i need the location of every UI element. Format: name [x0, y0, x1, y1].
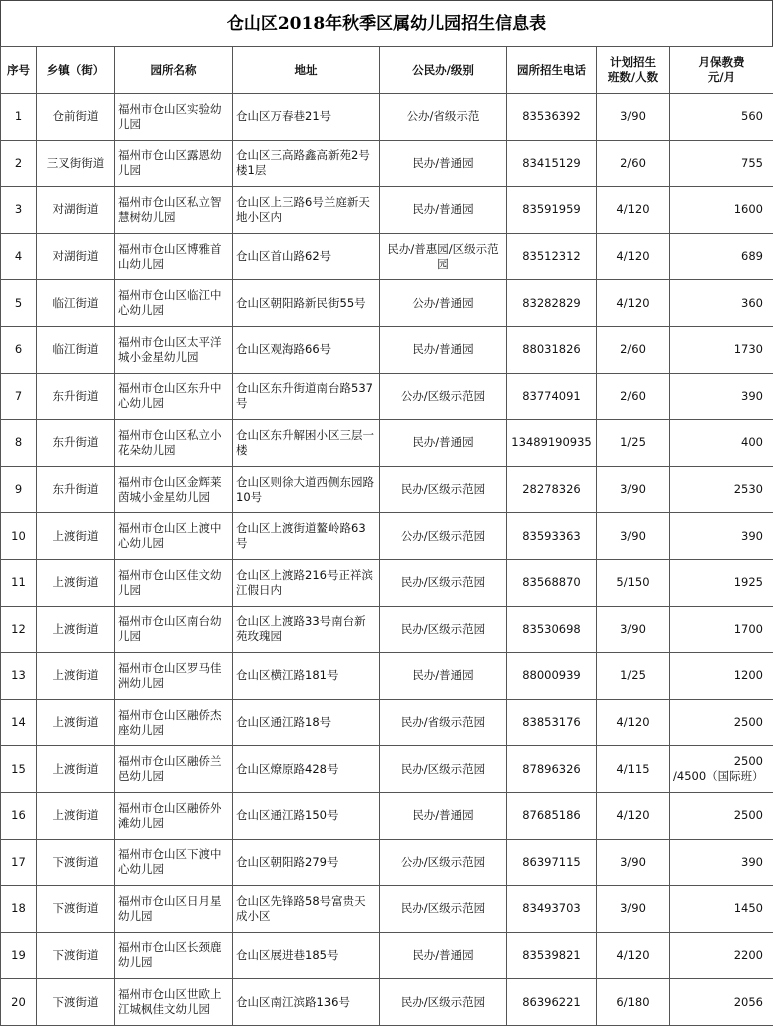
cell-phone: 83568870: [507, 559, 597, 606]
cell-name: 福州市仓山区太平洋城小金星幼儿园: [115, 326, 233, 373]
cell-phone: 83591959: [507, 187, 597, 234]
table-row: [1, 280, 773, 327]
cell-fee: 2500: [670, 699, 773, 746]
cell-type: 公办/普通园: [380, 280, 507, 327]
cell-phone: 88000939: [507, 653, 597, 700]
cell-no: 19: [1, 932, 37, 979]
table-row: [1, 326, 773, 373]
cell-plan: 2/60: [597, 373, 670, 420]
header-plan-line2: 班数/人数: [600, 70, 666, 85]
cell-fee: 1450: [670, 886, 773, 933]
table-row: [1, 699, 773, 746]
table-row: [1, 233, 773, 280]
cell-fee: 2200: [670, 932, 773, 979]
cell-phone: 86396221: [507, 979, 597, 1026]
table-row: [1, 94, 773, 141]
cell-fee: 390: [670, 373, 773, 420]
cell-type: 民办/区级示范园: [380, 746, 507, 793]
cell-no: 9: [1, 466, 37, 513]
cell-plan: 4/120: [597, 280, 670, 327]
cell-type: 民办/区级示范园: [380, 606, 507, 653]
cell-phone: 83530698: [507, 606, 597, 653]
cell-address: 仓山区上三路6号兰庭新天地小区内: [233, 187, 380, 234]
cell-address: 仓山区展进巷185号: [233, 932, 380, 979]
cell-no: 2: [1, 140, 37, 187]
table-row: [1, 513, 773, 560]
header-name: 园所名称: [115, 47, 233, 94]
cell-fee: 390: [670, 839, 773, 886]
cell-plan: 6/180: [597, 979, 670, 1026]
cell-type: 公办/区级示范园: [380, 839, 507, 886]
cell-street: 临江街道: [37, 326, 115, 373]
cell-phone: 83536392: [507, 94, 597, 141]
cell-fee: 1925: [670, 559, 773, 606]
cell-address: 仓山区东升解困小区三层一楼: [233, 420, 380, 467]
cell-no: 3: [1, 187, 37, 234]
cell-name: 福州市仓山区长颈鹿幼儿园: [115, 932, 233, 979]
cell-phone: 83593363: [507, 513, 597, 560]
cell-name: 福州市仓山区私立智慧树幼儿园: [115, 187, 233, 234]
header-no: 序号: [1, 47, 37, 94]
cell-fee: 360: [670, 280, 773, 327]
cell-street: 上渡街道: [37, 559, 115, 606]
header-fee-line2: 元/月: [673, 70, 770, 85]
cell-no: 1: [1, 94, 37, 141]
cell-street: 东升街道: [37, 420, 115, 467]
cell-phone: 87896326: [507, 746, 597, 793]
cell-name: 福州市仓山区下渡中心幼儿园: [115, 839, 233, 886]
cell-plan: 3/90: [597, 886, 670, 933]
cell-type: 民办/普惠园/区级示范园: [380, 233, 507, 280]
cell-plan: 3/90: [597, 94, 670, 141]
table-row: [1, 932, 773, 979]
cell-no: 16: [1, 792, 37, 839]
cell-fee: [670, 746, 773, 793]
table-row: [1, 466, 773, 513]
cell-street: 下渡街道: [37, 979, 115, 1026]
cell-plan: 1/25: [597, 420, 670, 467]
cell-street: 临江街道: [37, 280, 115, 327]
cell-plan: 3/90: [597, 466, 670, 513]
table-row: [1, 559, 773, 606]
cell-plan: 4/120: [597, 233, 670, 280]
cell-phone: 83493703: [507, 886, 597, 933]
cell-no: 11: [1, 559, 37, 606]
cell-fee: 755: [670, 140, 773, 187]
cell-address: 仓山区则徐大道西侧东园路10号: [233, 466, 380, 513]
cell-address: 仓山区燎原路428号: [233, 746, 380, 793]
cell-no: 7: [1, 373, 37, 420]
cell-address: 仓山区南江滨路136号: [233, 979, 380, 1026]
cell-address: 仓山区上渡街道鳌岭路63号: [233, 513, 380, 560]
cell-street: 三叉街街道: [37, 140, 115, 187]
cell-no: 18: [1, 886, 37, 933]
cell-address: 仓山区三高路鑫高新苑2号楼1层: [233, 140, 380, 187]
table-row: [1, 886, 773, 933]
cell-street: 上渡街道: [37, 606, 115, 653]
cell-plan: 4/115: [597, 746, 670, 793]
cell-address: 仓山区通江路150号: [233, 792, 380, 839]
cell-address: 仓山区上渡路33号南台新苑玫瑰园: [233, 606, 380, 653]
cell-plan: 2/60: [597, 326, 670, 373]
cell-phone: 83539821: [507, 932, 597, 979]
header-type: 公民办/级别: [380, 47, 507, 94]
cell-address: 仓山区先锋路58号富贵天成小区: [233, 886, 380, 933]
cell-fee: 2056: [670, 979, 773, 1026]
cell-name: 福州市仓山区东升中心幼儿园: [115, 373, 233, 420]
table-row: [1, 373, 773, 420]
cell-type: 民办/区级示范园: [380, 559, 507, 606]
cell-type: 民办/普通园: [380, 187, 507, 234]
cell-plan: 4/120: [597, 187, 670, 234]
enrollment-table: [0, 46, 773, 1026]
cell-type: 民办/普通园: [380, 792, 507, 839]
cell-street: 上渡街道: [37, 746, 115, 793]
cell-type: 民办/普通园: [380, 140, 507, 187]
cell-phone: 88031826: [507, 326, 597, 373]
cell-phone: 28278326: [507, 466, 597, 513]
cell-address: 仓山区朝阳路279号: [233, 839, 380, 886]
cell-street: 上渡街道: [37, 792, 115, 839]
cell-no: 13: [1, 653, 37, 700]
cell-phone: 87685186: [507, 792, 597, 839]
cell-name: 福州市仓山区博雅首山幼儿园: [115, 233, 233, 280]
cell-name: 福州市仓山区罗马佳洲幼儿园: [115, 653, 233, 700]
cell-no: 20: [1, 979, 37, 1026]
header-street: 乡镇（街）: [37, 47, 115, 94]
cell-street: 上渡街道: [37, 699, 115, 746]
cell-fee-line2: /4500（国际班）: [673, 769, 763, 784]
cell-plan: 3/90: [597, 839, 670, 886]
cell-type: 民办/普通园: [380, 653, 507, 700]
cell-plan: 3/90: [597, 606, 670, 653]
cell-no: 10: [1, 513, 37, 560]
cell-phone: 83774091: [507, 373, 597, 420]
cell-type: 民办/普通园: [380, 326, 507, 373]
cell-phone: 83282829: [507, 280, 597, 327]
cell-name: 福州市仓山区融侨兰邑幼儿园: [115, 746, 233, 793]
cell-fee: 1730: [670, 326, 773, 373]
cell-address: 仓山区首山路62号: [233, 233, 380, 280]
cell-street: 下渡街道: [37, 932, 115, 979]
cell-address: 仓山区万春巷21号: [233, 94, 380, 141]
cell-name: 福州市仓山区融侨杰座幼儿园: [115, 699, 233, 746]
cell-name: 福州市仓山区露恩幼儿园: [115, 140, 233, 187]
cell-fee: 1200: [670, 653, 773, 700]
header-plan: [597, 47, 670, 94]
cell-address: 仓山区东升街道南台路537号: [233, 373, 380, 420]
cell-name: 福州市仓山区南台幼儿园: [115, 606, 233, 653]
cell-name: 福州市仓山区上渡中心幼儿园: [115, 513, 233, 560]
cell-street: 下渡街道: [37, 886, 115, 933]
cell-name: 福州市仓山区金辉莱茵城小金星幼儿园: [115, 466, 233, 513]
header-plan-line1: 计划招生: [600, 55, 666, 70]
cell-name: 福州市仓山区实验幼儿园: [115, 94, 233, 141]
header-address: 地址: [233, 47, 380, 94]
cell-plan: 4/120: [597, 792, 670, 839]
cell-name: 福州市仓山区佳文幼儿园: [115, 559, 233, 606]
sheet-title: 仓山区2018年秋季区属幼儿园招生信息表: [0, 0, 773, 46]
cell-fee: 400: [670, 420, 773, 467]
cell-street: 对湖街道: [37, 187, 115, 234]
cell-street: 上渡街道: [37, 653, 115, 700]
cell-phone: 83853176: [507, 699, 597, 746]
table-row: [1, 792, 773, 839]
cell-no: 4: [1, 233, 37, 280]
cell-plan: 2/60: [597, 140, 670, 187]
table-body: [1, 94, 773, 1026]
cell-no: 15: [1, 746, 37, 793]
table-row: [1, 746, 773, 793]
cell-address: 仓山区上渡路216号正祥滨江假日内: [233, 559, 380, 606]
cell-address: 仓山区朝阳路新民街55号: [233, 280, 380, 327]
cell-name: 福州市仓山区日月星幼儿园: [115, 886, 233, 933]
table-row: [1, 420, 773, 467]
table-row: [1, 979, 773, 1026]
cell-name: 福州市仓山区融侨外滩幼儿园: [115, 792, 233, 839]
cell-plan: 1/25: [597, 653, 670, 700]
cell-fee: 2530: [670, 466, 773, 513]
cell-street: 下渡街道: [37, 839, 115, 886]
cell-phone: 83415129: [507, 140, 597, 187]
cell-plan: 4/120: [597, 932, 670, 979]
header-fee: [670, 47, 773, 94]
cell-phone: 86397115: [507, 839, 597, 886]
header-phone: 园所招生电话: [507, 47, 597, 94]
cell-fee: 1700: [670, 606, 773, 653]
cell-type: 民办/区级示范园: [380, 466, 507, 513]
cell-fee: 2500: [670, 792, 773, 839]
cell-address: 仓山区通江路18号: [233, 699, 380, 746]
cell-type: 公办/区级示范园: [380, 513, 507, 560]
table-row: [1, 187, 773, 234]
cell-plan: 5/150: [597, 559, 670, 606]
cell-type: 公办/省级示范: [380, 94, 507, 141]
cell-plan: 4/120: [597, 699, 670, 746]
cell-street: 对湖街道: [37, 233, 115, 280]
cell-fee: 1600: [670, 187, 773, 234]
header-row: [1, 47, 773, 94]
cell-no: 12: [1, 606, 37, 653]
cell-no: 8: [1, 420, 37, 467]
cell-type: 民办/普通园: [380, 420, 507, 467]
table-row: [1, 606, 773, 653]
cell-plan: 3/90: [597, 513, 670, 560]
cell-no: 14: [1, 699, 37, 746]
cell-street: 仓前街道: [37, 94, 115, 141]
cell-type: 民办/区级示范园: [380, 979, 507, 1026]
cell-no: 17: [1, 839, 37, 886]
cell-name: 福州市仓山区临江中心幼儿园: [115, 280, 233, 327]
cell-street: 上渡街道: [37, 513, 115, 560]
cell-address: 仓山区观海路66号: [233, 326, 380, 373]
cell-name: 福州市仓山区私立小花朵幼儿园: [115, 420, 233, 467]
cell-address: 仓山区横江路181号: [233, 653, 380, 700]
cell-fee: 560: [670, 94, 773, 141]
header-fee-line1: 月保教费: [673, 55, 770, 70]
table-row: [1, 839, 773, 886]
cell-type: 民办/普通园: [380, 932, 507, 979]
cell-type: 民办/区级示范园: [380, 886, 507, 933]
cell-no: 5: [1, 280, 37, 327]
cell-type: 民办/省级示范园: [380, 699, 507, 746]
cell-fee: 390: [670, 513, 773, 560]
cell-street: 东升街道: [37, 373, 115, 420]
cell-name: 福州市仓山区世欧上江城枫佳文幼儿园: [115, 979, 233, 1026]
cell-fee-line1: 2500: [673, 754, 763, 769]
cell-phone: 13489190935: [507, 420, 597, 467]
cell-type: 公办/区级示范园: [380, 373, 507, 420]
table-row: [1, 140, 773, 187]
table-row: [1, 653, 773, 700]
cell-phone: 83512312: [507, 233, 597, 280]
cell-street: 东升街道: [37, 466, 115, 513]
cell-no: 6: [1, 326, 37, 373]
cell-fee: 689: [670, 233, 773, 280]
